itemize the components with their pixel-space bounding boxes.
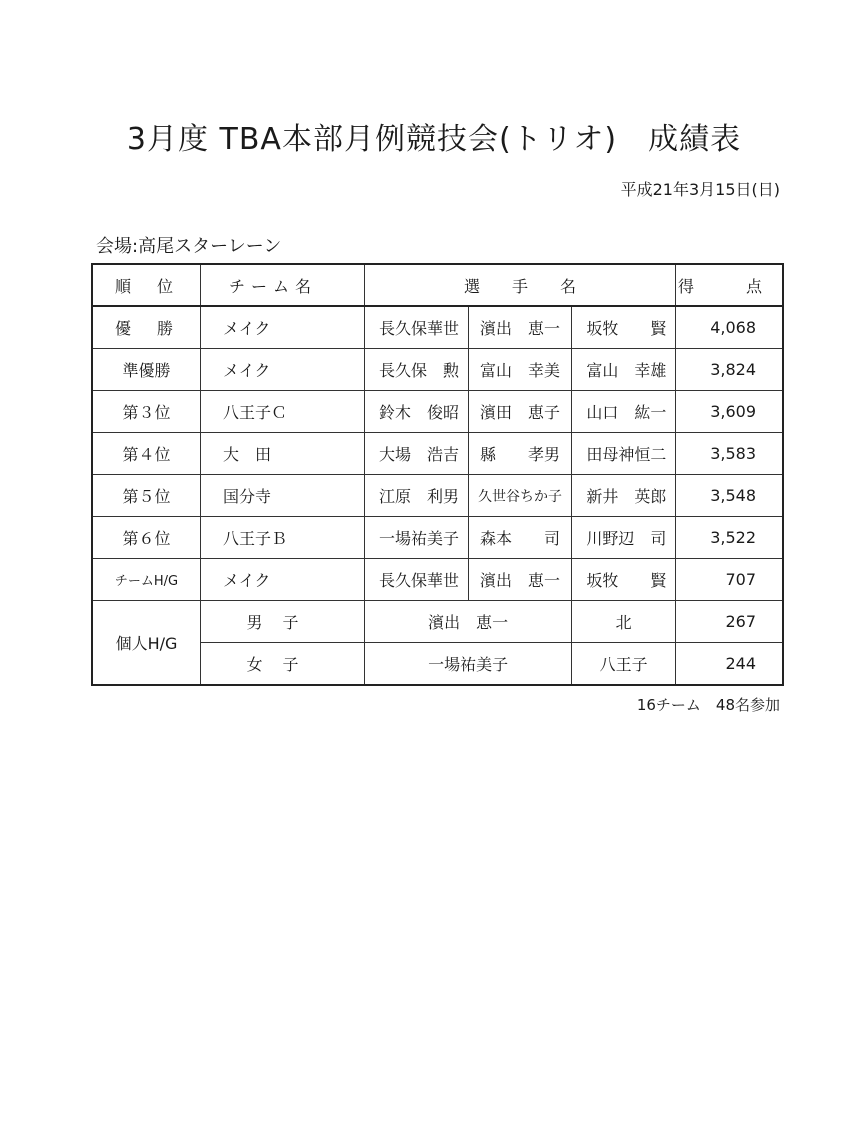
player-cell: 富山 幸雄 (572, 349, 676, 391)
rank-cell: 第５位 (92, 475, 201, 517)
table-row (92, 349, 783, 391)
player-cell: 田母神恒二 (572, 433, 676, 475)
gender-cell: 男子 (201, 601, 365, 643)
team-cell: 北 (572, 601, 676, 643)
player-cell: 一場祐美子 (365, 517, 469, 559)
score-cell: 267 (676, 601, 784, 643)
player-cell: 富山 幸美 (468, 349, 572, 391)
rank-cell: チームH/G (92, 559, 201, 601)
player-cell: 濱出 恵一 (365, 601, 572, 643)
player-cell: 坂牧 賢 (572, 306, 676, 349)
player-cell: 濱出 恵一 (468, 306, 572, 349)
header-team: チーム名 (201, 264, 365, 306)
team-cell: 国分寺 (201, 475, 365, 517)
player-cell: 一場祐美子 (365, 643, 572, 686)
rank-cell: 第４位 (92, 433, 201, 475)
rank-cell: 第６位 (92, 517, 201, 559)
score-cell: 3,583 (676, 433, 784, 475)
score-cell: 707 (676, 559, 784, 601)
team-cell: 八王子Ｂ (201, 517, 365, 559)
table-row (92, 517, 783, 559)
player-cell: 山口 紘一 (572, 391, 676, 433)
participants-note: 16チーム 48名参加 (636, 696, 780, 714)
table-row (92, 475, 783, 517)
team-cell: 八王子Ｃ (201, 391, 365, 433)
rank-cell: 準優勝 (92, 349, 201, 391)
table-row (92, 433, 783, 475)
player-cell: 坂牧 賢 (572, 559, 676, 601)
score-cell: 4,068 (676, 306, 784, 349)
table-header-row (92, 264, 783, 306)
results-table (91, 263, 784, 686)
team-cell: 八王子 (572, 643, 676, 686)
player-cell: 縣 孝男 (468, 433, 572, 475)
venue-label: 会場:高尾スターレーン (96, 236, 282, 257)
individual-label: 個人H/G (92, 601, 201, 686)
event-date: 平成21年3月15日(日) (620, 180, 780, 199)
document-title: 3月度 TBA本部月例競技会(トリオ) 成績表 (126, 122, 742, 157)
table-row (92, 306, 783, 349)
header-players: 選 手 名 (365, 264, 676, 306)
table-row (92, 391, 783, 433)
rank-cell: 第３位 (92, 391, 201, 433)
player-cell: 濱田 恵子 (468, 391, 572, 433)
score-cell: 3,609 (676, 391, 784, 433)
player-cell: 森本 司 (468, 517, 572, 559)
team-cell: 大 田 (201, 433, 365, 475)
header-rank: 順 位 (92, 264, 201, 306)
player-cell: 新井 英郎 (572, 475, 676, 517)
score-cell: 3,522 (676, 517, 784, 559)
player-cell: 長久保華世 (365, 559, 469, 601)
team-cell: メイク (201, 559, 365, 601)
header-score: 得 点 (676, 264, 784, 306)
score-cell: 3,824 (676, 349, 784, 391)
player-cell: 川野辺 司 (572, 517, 676, 559)
team-cell: メイク (201, 306, 365, 349)
score-cell: 3,548 (676, 475, 784, 517)
team-cell: メイク (201, 349, 365, 391)
score-cell: 244 (676, 643, 784, 686)
player-cell: 久世谷ちか子 (468, 475, 572, 517)
player-cell: 鈴木 俊昭 (365, 391, 469, 433)
individual-row-men (92, 601, 783, 643)
player-cell: 濱出 恵一 (468, 559, 572, 601)
player-cell: 江原 利男 (365, 475, 469, 517)
player-cell: 長久保華世 (365, 306, 469, 349)
gender-cell: 女子 (201, 643, 365, 686)
table-row (92, 559, 783, 601)
player-cell: 長久保 勲 (365, 349, 469, 391)
rank-cell: 優 勝 (92, 306, 201, 349)
player-cell: 大場 浩吉 (365, 433, 469, 475)
